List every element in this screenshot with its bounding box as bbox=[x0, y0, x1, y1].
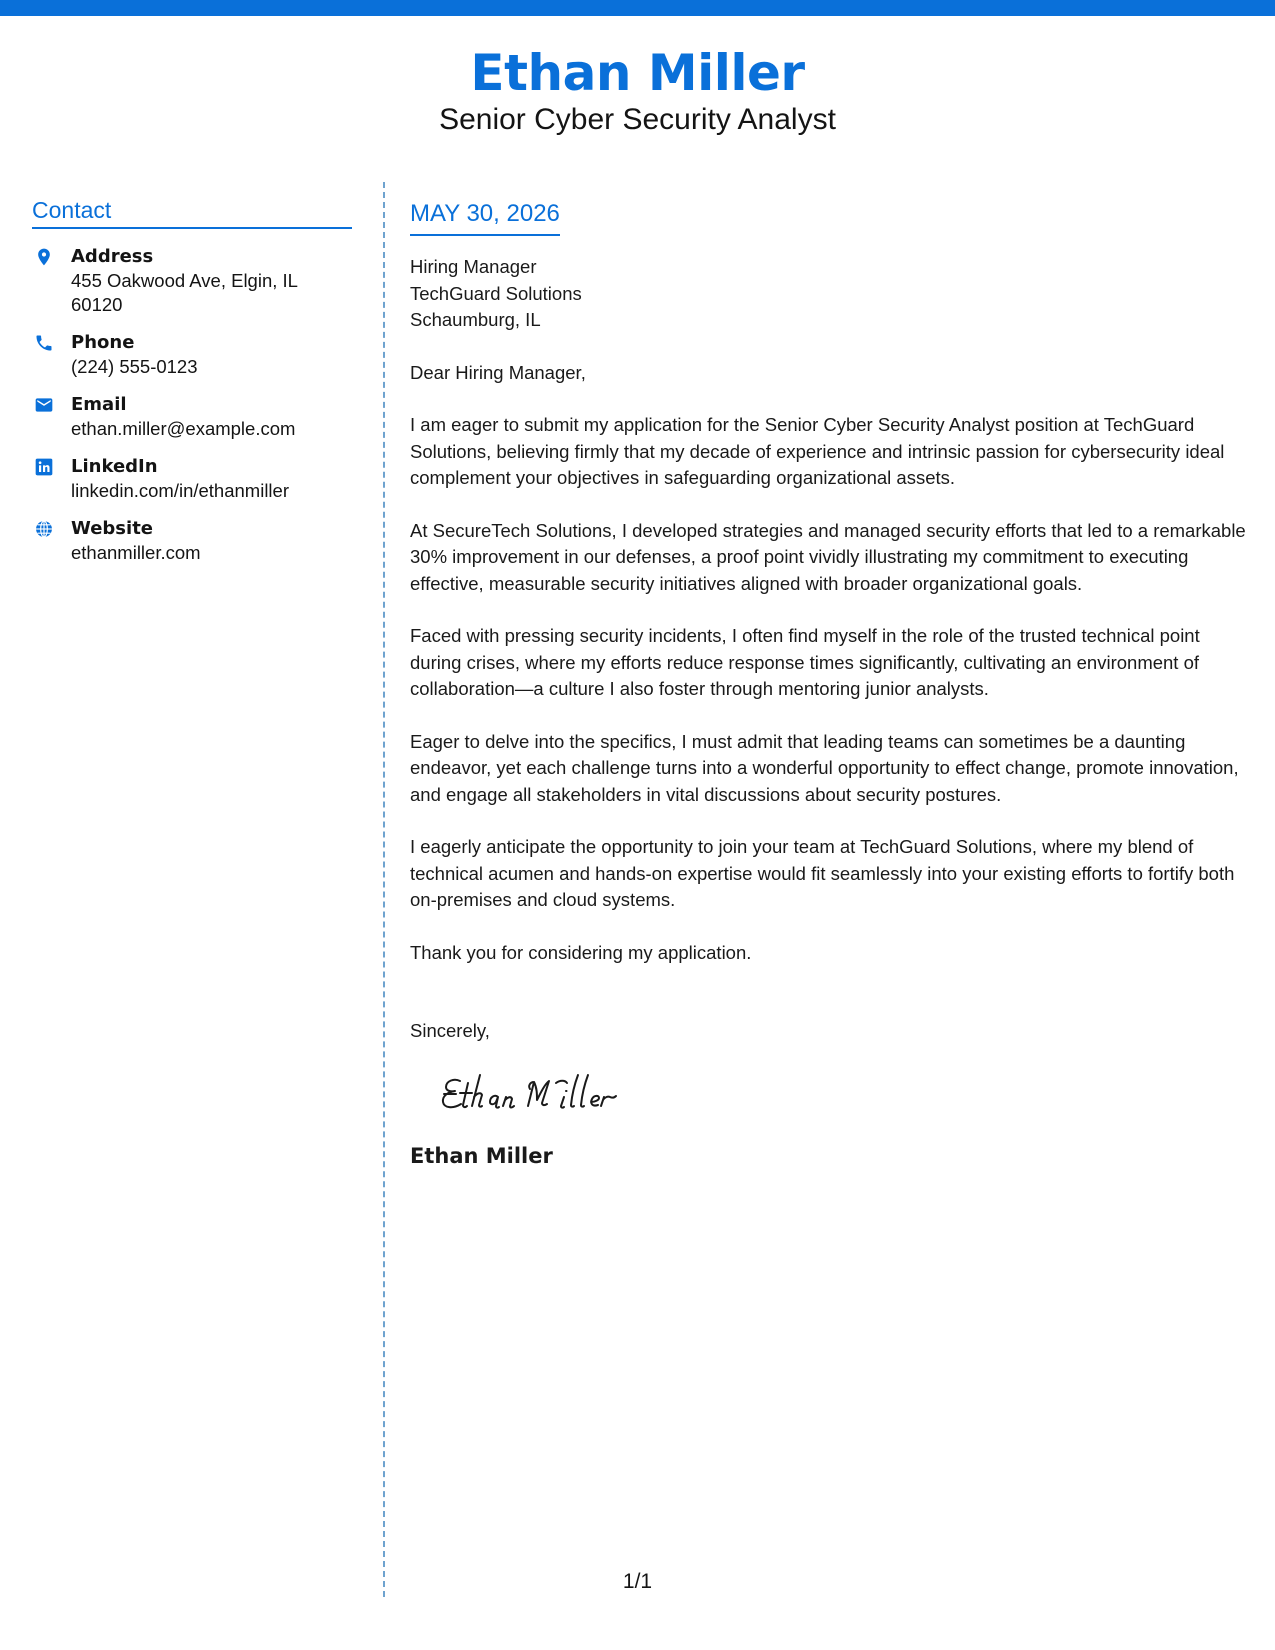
email-icon bbox=[34, 395, 54, 415]
body-paragraph: Eager to delve into the specifics, I must admit that leading teams can sometimes be a daunting endeavor, yet each challenge turns into a wonderful opportunity to effect change, promote innovation, and engage all stakeholders in vital discussions about security postures. bbox=[410, 730, 1239, 805]
salutation: Dear Hiring Manager, bbox=[410, 361, 586, 383]
recipient-block bbox=[410, 254, 1250, 334]
contact-phone bbox=[32, 331, 352, 379]
phone-icon bbox=[34, 333, 54, 353]
linkedin-label: LinkedIn bbox=[71, 456, 158, 477]
contact-website bbox=[32, 517, 352, 565]
contact-list bbox=[32, 245, 352, 565]
email-label: Email bbox=[71, 394, 127, 415]
signer-name: Ethan Miller bbox=[410, 1143, 553, 1168]
email-value: ethan.miller@example.com bbox=[71, 418, 296, 439]
applicant-name: Ethan Miller bbox=[470, 44, 805, 102]
phone-value: (224) 555-0123 bbox=[71, 356, 198, 377]
recipient-title: Hiring Manager bbox=[410, 256, 537, 277]
recipient-company: TechGuard Solutions bbox=[410, 282, 582, 304]
body-paragraph: At SecureTech Solutions, I developed strategies and managed security efforts that led to a remarkable 30% improvement in our defenses, a proof point vividly illustrating my commitment to executing effective, measurable security initiatives aligned with broader organizational goals. bbox=[410, 519, 1246, 594]
body-paragraph: I am eager to submit my application for the Senior Cyber Security Analyst position at TechGuard Solutions, believing firmly that my decade of experience and intrinsic passion for cybersecurity ideal complement your objectives in safeguarding organizational assets. bbox=[410, 414, 1225, 488]
body-paragraph: Faced with pressing security incidents, I often find myself in the role of the trusted technical point during crises, where my efforts reduce response times significantly, cultivating an environment of collaboration—a culture I also foster through mentoring junior analysts. bbox=[410, 625, 1200, 699]
website-value: ethanmiller.com bbox=[71, 542, 201, 563]
applicant-job-title: Senior Cyber Security Analyst bbox=[439, 103, 836, 136]
top-accent-bar bbox=[0, 0, 1275, 16]
closing-line: Sincerely, bbox=[410, 1020, 490, 1041]
column-divider bbox=[383, 182, 385, 1597]
phone-label: Phone bbox=[71, 332, 135, 353]
address-label: Address bbox=[71, 246, 154, 267]
contact-address bbox=[32, 245, 352, 317]
body-paragraph: I eagerly anticipate the opportunity to join your team at TechGuard Solutions, where my blend of technical acumen and hands-on expertise would fit seamlessly into your existing efforts to fortify both on-premises and cloud systems. bbox=[410, 836, 1235, 910]
handwritten-signature bbox=[438, 1067, 648, 1119]
website-label: Website bbox=[71, 518, 154, 539]
resume-header bbox=[0, 40, 1275, 138]
address-value: 455 Oakwood Ave, Elgin, IL 60120 bbox=[71, 270, 298, 315]
letter-date: MAY 30, 2026 bbox=[410, 198, 560, 236]
recipient-location: Schaumburg, IL bbox=[410, 309, 541, 330]
contact-email bbox=[32, 393, 352, 441]
contact-sidebar bbox=[32, 196, 352, 579]
globe-icon bbox=[34, 519, 54, 539]
location-pin-icon bbox=[34, 247, 54, 267]
linkedin-value: linkedin.com/in/ethanmiller bbox=[71, 480, 289, 501]
page-number: 1/1 bbox=[622, 1570, 653, 1593]
cover-letter-body bbox=[410, 198, 1250, 1170]
contact-linkedin bbox=[32, 455, 352, 503]
thank-you-line: Thank you for considering my application. bbox=[410, 941, 752, 963]
contact-heading: Contact bbox=[32, 196, 352, 229]
linkedin-icon bbox=[34, 457, 54, 477]
